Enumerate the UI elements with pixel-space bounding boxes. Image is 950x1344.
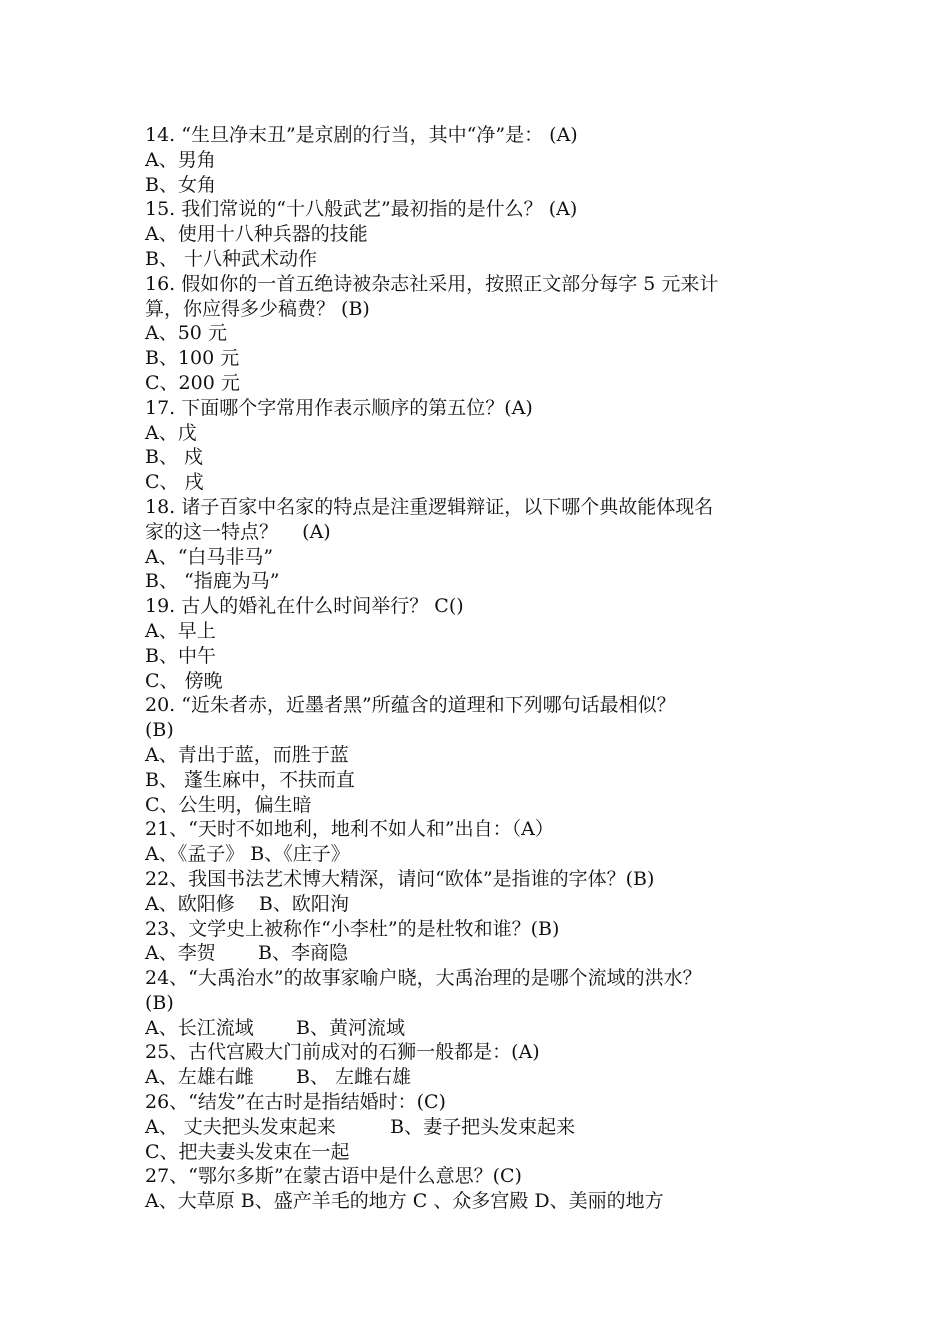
option-line: A、 丈夫把头发束起来 B、妻子把头发束起来 bbox=[145, 1115, 576, 1138]
question-25: 25、古代宫殿大门前成对的石狮一般都是：(A) bbox=[145, 1041, 540, 1064]
option-line: B、 十八种武术动作 bbox=[145, 247, 318, 270]
option-line: A、使用十八种兵器的技能 bbox=[145, 223, 368, 246]
option-line: B、中午 bbox=[145, 644, 216, 667]
question-16-continued: 算，你应得多少稿费？ (B) bbox=[145, 297, 370, 320]
option-line: C、 戌 bbox=[145, 471, 204, 494]
question-26: 26、“结发”在古时是指结婚时：(C) bbox=[145, 1091, 446, 1114]
option-line: A、“白马非马” bbox=[145, 545, 274, 568]
question-19: 19. 古人的婚礼在什么时间举行？ C() bbox=[145, 595, 464, 618]
option-line: B、100 元 bbox=[145, 347, 240, 370]
question-21: 21、“天时不如地利，地利不如人和”出自：（A） bbox=[145, 818, 554, 841]
option-line: C、公生明，偏生暗 bbox=[145, 793, 312, 816]
question-14: 14. “生旦净末丑”是京剧的行当，其中“净”是： (A) bbox=[145, 124, 578, 146]
option-line: A、50 元 bbox=[145, 322, 227, 345]
option-line: A、《孟子》 B、《庄子》 bbox=[145, 843, 350, 866]
quiz-content bbox=[145, 123, 810, 1214]
question-18: 18. 诸子百家中名家的特点是注重逻辑辩证，以下哪个典故能体现名 bbox=[145, 495, 714, 518]
question-24-continued: (B) bbox=[145, 991, 174, 1014]
option-line: A、长江流域 B、黄河流域 bbox=[145, 1016, 405, 1039]
question-22: 22、我国书法艺术博大精深，请问“欧体”是指谁的字体？(B) bbox=[145, 867, 655, 890]
option-line: A、青出于蓝，而胜于蓝 bbox=[145, 743, 349, 766]
option-line: A、早上 bbox=[145, 619, 216, 642]
question-23: 23、文学史上被称作“小李杜”的是杜牧和谁？(B) bbox=[145, 917, 560, 940]
question-16: 16. 假如你的一首五绝诗被杂志社采用，按照正文部分每字 5 元来计 bbox=[145, 272, 719, 295]
option-line: A、大草原 B、盛产羊毛的地方 C 、众多宫殿 D、美丽的地方 bbox=[145, 1190, 664, 1213]
option-line: A、李贺 B、李商隐 bbox=[145, 942, 348, 965]
option-line: C、把夫妻头发束在一起 bbox=[145, 1140, 350, 1163]
question-17: 17. 下面哪个字常用作表示顺序的第五位？(A) bbox=[145, 396, 533, 419]
option-line: A、戊 bbox=[145, 421, 197, 444]
option-line: A、左雄右雌 B、 左雌右雄 bbox=[145, 1066, 412, 1089]
option-line: C、200 元 bbox=[145, 371, 240, 394]
option-line: A、男角 bbox=[145, 148, 216, 171]
question-20: 20. “近朱者赤，近墨者黑”所蕴含的道理和下列哪句话最相似？ bbox=[145, 694, 676, 717]
question-18-continued: 家的这一特点？ (A) bbox=[145, 520, 331, 543]
question-15: 15. 我们常说的“十八般武艺”最初指的是什么？ (A) bbox=[145, 198, 578, 221]
option-line: B、 “指鹿为马” bbox=[145, 570, 280, 593]
question-24: 24、“大禹治水”的故事家喻户晓，大禹治理的是哪个流域的洪水？ bbox=[145, 967, 702, 990]
option-line: B、 蓬生麻中，不扶而直 bbox=[145, 768, 356, 791]
question-27: 27、“鄂尔多斯”在蒙古语中是什么意思？(C) bbox=[145, 1165, 522, 1188]
option-line: B、 戍 bbox=[145, 446, 204, 469]
option-line: A、欧阳修 B、欧阳洵 bbox=[145, 892, 349, 915]
option-line: C、 傍晚 bbox=[145, 669, 223, 692]
question-20-continued: (B) bbox=[145, 719, 174, 742]
option-line: B、女角 bbox=[145, 173, 216, 196]
